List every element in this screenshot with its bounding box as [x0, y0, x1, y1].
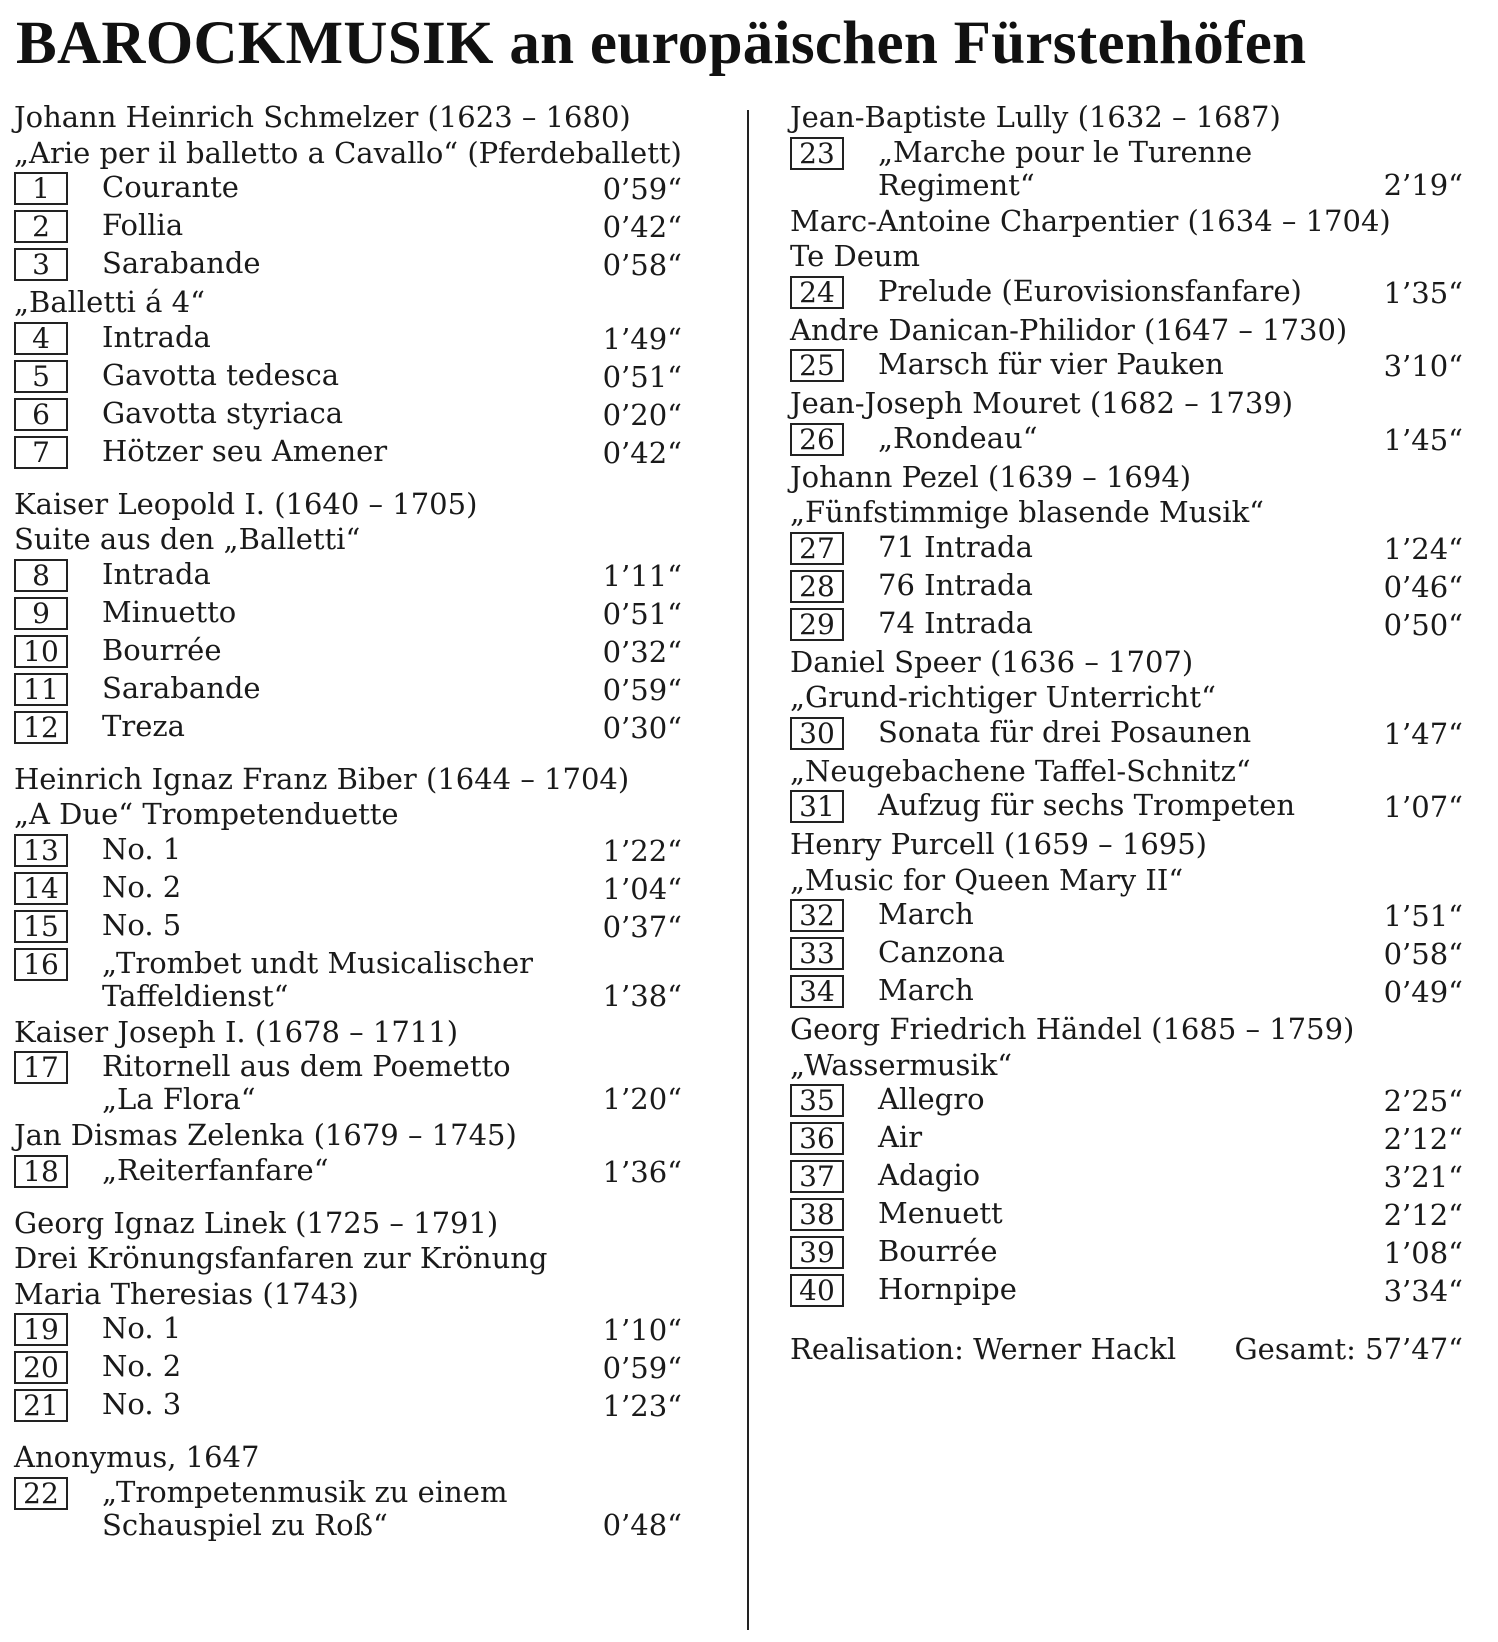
- track-number: 31: [790, 790, 844, 823]
- track-title-line: „Trombet undt Musicalischer: [102, 945, 533, 980]
- track-row: [14, 171, 704, 209]
- track-duration: 1’51“: [1383, 899, 1463, 933]
- track-title: March: [878, 897, 974, 931]
- section-heading: „Arie per il balletto a Cavallo“ (Pferdeballett): [14, 135, 682, 170]
- track-number: 19: [14, 1313, 68, 1346]
- track-title: [102, 1476, 507, 1542]
- section-heading: Daniel Speer (1636 – 1707): [790, 644, 1194, 679]
- track-number: 1: [14, 172, 68, 205]
- section-heading: Kaiser Leopold I. (1640 – 1705): [14, 486, 478, 521]
- section-heading: „A Due“ Trompetenduette: [14, 797, 399, 831]
- track-duration: 0’50“: [1383, 607, 1463, 642]
- track-row: [14, 247, 704, 285]
- section-heading: Maria Theresias (1743): [14, 1276, 359, 1311]
- track-title: 74 Intrada: [878, 605, 1033, 640]
- track-row: [790, 569, 1485, 607]
- track-title: Air: [878, 1120, 923, 1154]
- footer: [790, 1331, 1485, 1367]
- track-duration: 0’51“: [602, 596, 682, 631]
- track-row: [14, 1312, 704, 1350]
- track-title: [102, 1050, 511, 1116]
- track-duration: 0’48“: [602, 1507, 682, 1542]
- track-row: [790, 898, 1485, 936]
- track-row: [14, 321, 704, 359]
- track-number: 18: [14, 1155, 68, 1188]
- track-number: 36: [790, 1122, 844, 1155]
- track-duration: 0’30“: [602, 710, 682, 745]
- track-row: [790, 136, 1485, 204]
- track-row: [14, 947, 704, 1015]
- track-duration: 1’10“: [602, 1313, 682, 1347]
- track-duration: 3’21“: [1383, 1160, 1463, 1194]
- track-row: [790, 422, 1485, 460]
- track-duration: 2’19“: [1383, 167, 1463, 202]
- track-number: 38: [790, 1198, 844, 1231]
- section-heading: Suite aus den „Balletti“: [14, 522, 361, 556]
- track-row: [14, 209, 704, 247]
- section-heading: Georg Friedrich Händel (1685 – 1759): [790, 1012, 1355, 1046]
- track-duration: 1’23“: [602, 1389, 682, 1423]
- realisation-credit: Realisation: Werner Hackl: [790, 1332, 1177, 1366]
- track-row: [790, 1235, 1485, 1273]
- track-number: 34: [790, 975, 844, 1008]
- track-title: Sonata für drei Posaunen: [878, 714, 1252, 749]
- track-duration: 0’59“: [602, 672, 682, 707]
- section-heading: Heinrich Ignaz Franz Biber (1644 – 1704): [14, 761, 630, 796]
- track-duration: 2’12“: [1383, 1198, 1463, 1232]
- track-title: Menuett: [878, 1196, 1003, 1230]
- track-title: Sarabande: [102, 670, 261, 705]
- section-heading: Kaiser Joseph I. (1678 – 1711): [14, 1014, 459, 1049]
- track-duration: 0’49“: [1383, 975, 1463, 1009]
- track-row: [790, 531, 1485, 569]
- track-row: [790, 974, 1485, 1012]
- track-duration: 1’49“: [602, 321, 682, 356]
- track-number: 26: [790, 423, 844, 456]
- track-number: 13: [14, 834, 68, 867]
- track-duration: 1’11“: [602, 558, 682, 593]
- section-heading: „Wassermusik“: [790, 1047, 1013, 1082]
- track-title: Aufzug für sechs Trompeten: [878, 788, 1296, 822]
- track-number: 4: [14, 322, 68, 355]
- track-number: 32: [790, 899, 844, 932]
- track-title: Hötzer seu Amener: [102, 433, 388, 468]
- track-title: No. 3: [102, 1387, 182, 1421]
- track-title: No. 2: [102, 1349, 182, 1383]
- track-duration: 1’47“: [1383, 716, 1463, 751]
- track-duration: 1’35“: [1383, 275, 1463, 310]
- track-number: 12: [14, 711, 68, 744]
- track-number: 3: [14, 248, 68, 281]
- track-row: [790, 275, 1485, 313]
- track-title: Canzona: [878, 935, 1005, 969]
- track-row: [14, 871, 704, 909]
- track-title: No. 1: [102, 1311, 182, 1345]
- track-row: [14, 710, 704, 748]
- track-title: No. 5: [102, 907, 182, 942]
- track-number: 24: [790, 276, 844, 309]
- page-title: BAROCKMUSIK an europäischen Fürstenhöfen: [16, 10, 1307, 77]
- track-row: [14, 558, 704, 596]
- track-duration: 3’34“: [1383, 1274, 1463, 1308]
- track-duration: 0’59“: [602, 1351, 682, 1385]
- track-row: [14, 1350, 704, 1388]
- track-duration: 1’20“: [602, 1082, 682, 1116]
- track-number: 6: [14, 398, 68, 431]
- track-number: 10: [14, 635, 68, 668]
- section-heading: Jean-Baptiste Lully (1632 – 1687): [790, 100, 1281, 134]
- track-duration: 0’32“: [602, 634, 682, 669]
- track-number: 22: [14, 1477, 68, 1510]
- track-number: 21: [14, 1389, 68, 1422]
- section-heading: Johann Pezel (1639 – 1694): [790, 459, 1192, 494]
- track-row: [14, 1154, 704, 1192]
- track-title: Marsch für vier Pauken: [878, 347, 1224, 381]
- track-duration: 0’20“: [602, 397, 682, 432]
- column-divider: [747, 110, 749, 1630]
- track-row: [790, 1083, 1485, 1121]
- track-duration: 1’45“: [1383, 422, 1463, 457]
- left-column: [14, 100, 704, 1544]
- track-duration: 1’08“: [1383, 1236, 1463, 1270]
- track-number: 8: [14, 559, 68, 592]
- track-duration: 2’25“: [1383, 1084, 1463, 1118]
- track-number: 33: [790, 937, 844, 970]
- section-heading: „Neugebachene Taffel-Schnitz“: [790, 753, 1251, 788]
- track-duration: 0’58“: [602, 248, 682, 282]
- section-heading: Te Deum: [790, 239, 921, 273]
- track-number: 17: [14, 1051, 68, 1084]
- track-row: [14, 1388, 704, 1426]
- track-title-line: „La Flora“: [102, 1082, 256, 1116]
- track-number: 20: [14, 1351, 68, 1384]
- track-number: 28: [790, 570, 844, 603]
- track-duration: 1’38“: [602, 978, 682, 1013]
- section-heading: Jean-Joseph Mouret (1682 – 1739): [790, 386, 1294, 420]
- track-number: 27: [790, 532, 844, 565]
- track-title-line: „Marche pour le Turenne: [878, 134, 1253, 169]
- track-duration: 0’51“: [602, 359, 682, 394]
- track-duration: 1’07“: [1383, 790, 1463, 824]
- track-row: [14, 833, 704, 871]
- track-title-line: Regiment“: [878, 167, 1035, 202]
- track-duration: 0’37“: [602, 909, 682, 944]
- track-row: [790, 348, 1485, 386]
- track-number: 9: [14, 597, 68, 630]
- track-duration: 0’59“: [602, 172, 682, 206]
- track-duration: 0’42“: [602, 210, 682, 244]
- track-duration: 1’36“: [602, 1154, 682, 1189]
- track-title: 76 Intrada: [878, 567, 1033, 602]
- track-duration: 2’12“: [1383, 1122, 1463, 1156]
- track-title-line: Ritornell aus dem Poemetto: [102, 1049, 511, 1083]
- track-title: [102, 947, 533, 1013]
- track-number: 37: [790, 1160, 844, 1193]
- track-row: [14, 1476, 704, 1544]
- section-heading: Drei Krönungsfanfaren zur Krönung: [14, 1241, 548, 1275]
- track-title: Sarabande: [102, 246, 261, 280]
- track-duration: 1’24“: [1383, 531, 1463, 566]
- section-heading: „Music for Queen Mary II“: [790, 862, 1184, 897]
- track-title: Hornpipe: [878, 1272, 1017, 1306]
- track-duration: 3’10“: [1383, 349, 1463, 383]
- track-number: 2: [14, 210, 68, 243]
- track-row: [14, 909, 704, 947]
- track-row: [14, 397, 704, 435]
- track-title: „Rondeau“: [878, 420, 1038, 455]
- track-number: 29: [790, 608, 844, 641]
- track-duration: 0’58“: [1383, 937, 1463, 971]
- track-title: No. 2: [102, 869, 182, 904]
- track-number: 5: [14, 360, 68, 393]
- track-title: Bourrée: [878, 1234, 998, 1268]
- track-row: [14, 672, 704, 710]
- track-number: 35: [790, 1084, 844, 1117]
- track-title: Allegro: [878, 1082, 985, 1116]
- track-duration: 0’46“: [1383, 569, 1463, 604]
- right-column: [790, 100, 1485, 1367]
- track-title: Prelude (Eurovisionsfanfare): [878, 273, 1302, 308]
- track-row: [14, 596, 704, 634]
- track-title: Intrada: [102, 556, 211, 591]
- track-row: [790, 716, 1485, 754]
- track-title: Intrada: [102, 319, 211, 354]
- track-title-line: Taffeldienst“: [102, 978, 289, 1013]
- track-number: 39: [790, 1236, 844, 1269]
- track-number: 15: [14, 910, 68, 943]
- section-heading: Jan Dismas Zelenka (1679 – 1745): [14, 1118, 517, 1152]
- track-row: [14, 634, 704, 672]
- section-heading: Marc-Antoine Charpentier (1634 – 1704): [790, 203, 1391, 238]
- track-number: 25: [790, 349, 844, 382]
- track-duration: 1’22“: [602, 833, 682, 868]
- track-title: Treza: [102, 708, 185, 743]
- track-title: March: [878, 973, 974, 1007]
- section-heading: Anonymus, 1647: [14, 1440, 260, 1474]
- track-row: [790, 1159, 1485, 1197]
- section-heading: Johann Heinrich Schmelzer (1623 – 1680): [14, 100, 631, 134]
- track-title: Gavotta tedesca: [102, 357, 340, 392]
- track-row: [790, 936, 1485, 974]
- track-number: 23: [790, 137, 844, 170]
- section-heading: „Balletti á 4“: [14, 285, 205, 319]
- track-row: [14, 359, 704, 397]
- track-row: [14, 435, 704, 473]
- track-number: 16: [14, 948, 68, 981]
- track-title: Adagio: [878, 1158, 981, 1192]
- section-heading: Georg Ignaz Linek (1725 – 1791): [14, 1205, 499, 1240]
- track-number: 7: [14, 436, 68, 469]
- track-row: [790, 1197, 1485, 1235]
- track-number: 11: [14, 673, 68, 706]
- section-heading: „Fünfstimmige blasende Musik“: [790, 495, 1264, 529]
- track-title: Bourrée: [102, 632, 222, 667]
- total-duration: Gesamt: 57’47“: [1234, 1332, 1463, 1366]
- track-row: [790, 607, 1485, 645]
- track-row: [790, 789, 1485, 827]
- track-row: [14, 1050, 704, 1118]
- track-title: „Reiterfanfare“: [102, 1152, 329, 1187]
- track-title: 71 Intrada: [878, 529, 1033, 564]
- track-title: Gavotta styriaca: [102, 395, 343, 430]
- track-row: [790, 1121, 1485, 1159]
- track-number: 30: [790, 717, 844, 750]
- track-title-line: „Trompetenmusik zu einem: [102, 1474, 508, 1509]
- track-title-line: Schauspiel zu Roß“: [102, 1507, 388, 1542]
- section-heading: „Grund-richtiger Unterricht“: [790, 680, 1216, 714]
- section-heading: Henry Purcell (1659 – 1695): [790, 827, 1207, 861]
- track-duration: 0’42“: [602, 435, 682, 470]
- track-title: Minuetto: [102, 594, 237, 629]
- track-title: No. 1: [102, 831, 182, 866]
- track-number: 40: [790, 1274, 844, 1307]
- track-row: [790, 1273, 1485, 1311]
- section-heading: Andre Danican-Philidor (1647 – 1730): [790, 312, 1348, 347]
- track-title: Courante: [102, 170, 239, 204]
- track-title: Follia: [102, 208, 184, 242]
- track-number: 14: [14, 872, 68, 905]
- track-duration: 1’04“: [602, 871, 682, 906]
- track-title: [878, 136, 1252, 202]
